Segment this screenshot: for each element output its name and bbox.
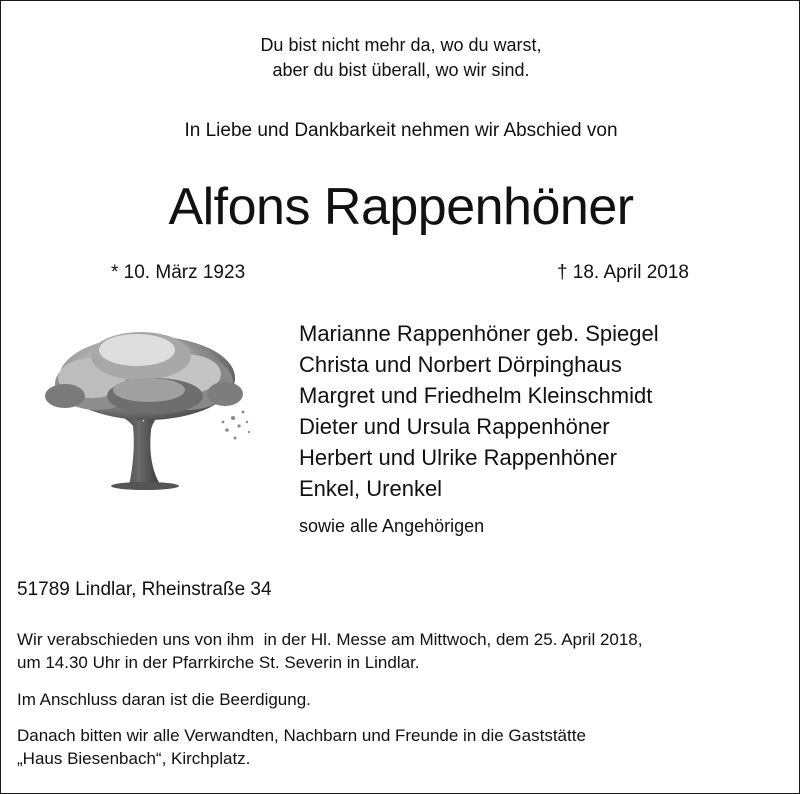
- quote-line-2: aber du bist überall, wo wir sind.: [272, 60, 530, 80]
- mourner-item: Enkel, Urenkel: [299, 476, 443, 501]
- service-line-2: um 14.30 Uhr in der Pfarrkirche St. Severin in Lindlar.: [17, 653, 420, 672]
- relatives-note: sowie alle Angehörigen: [299, 516, 485, 536]
- quote-line-1: Du bist nicht mehr da, wo du warst,: [260, 35, 542, 55]
- deceased-name: Alfons Rappenhöner: [168, 178, 634, 236]
- farewell-intro: In Liebe und Dankbarkeit nehmen wir Abschied von: [184, 120, 618, 141]
- mourner-item: Christa und Norbert Dörpinghaus: [299, 352, 622, 377]
- mourner-item: Dieter und Ursula Rappenhöner: [299, 414, 610, 439]
- mourner-item: Marianne Rappenhöner geb. Spiegel: [299, 321, 659, 346]
- burial-notice: Im Anschluss daran ist die Beerdigung.: [17, 690, 311, 709]
- service-line-1: Wir verabschieden uns von ihm in der Hl. Messe am Mittwoch, dem 25. April 2018,: [17, 630, 643, 649]
- tree-icon: [37, 326, 257, 496]
- mourners-list: [299, 318, 659, 504]
- reception-line-1: Danach bitten wir alle Verwandten, Nachbarn und Freunde in die Gaststätte: [17, 726, 586, 745]
- reception-line-2: „Haus Biesenbach“, Kirchplatz.: [17, 749, 251, 768]
- birth-date: * 10. März 1923: [111, 262, 246, 283]
- memorial-quote: [1, 33, 800, 83]
- reception-notice: [17, 724, 787, 770]
- service-notice: [17, 628, 787, 674]
- death-date: † 18. April 2018: [556, 262, 689, 283]
- family-address: 51789 Lindlar, Rheinstraße 34: [17, 579, 272, 600]
- mourner-item: Margret und Friedhelm Kleinschmidt: [299, 383, 653, 408]
- mourner-item: Herbert und Ulrike Rappenhöner: [299, 445, 617, 470]
